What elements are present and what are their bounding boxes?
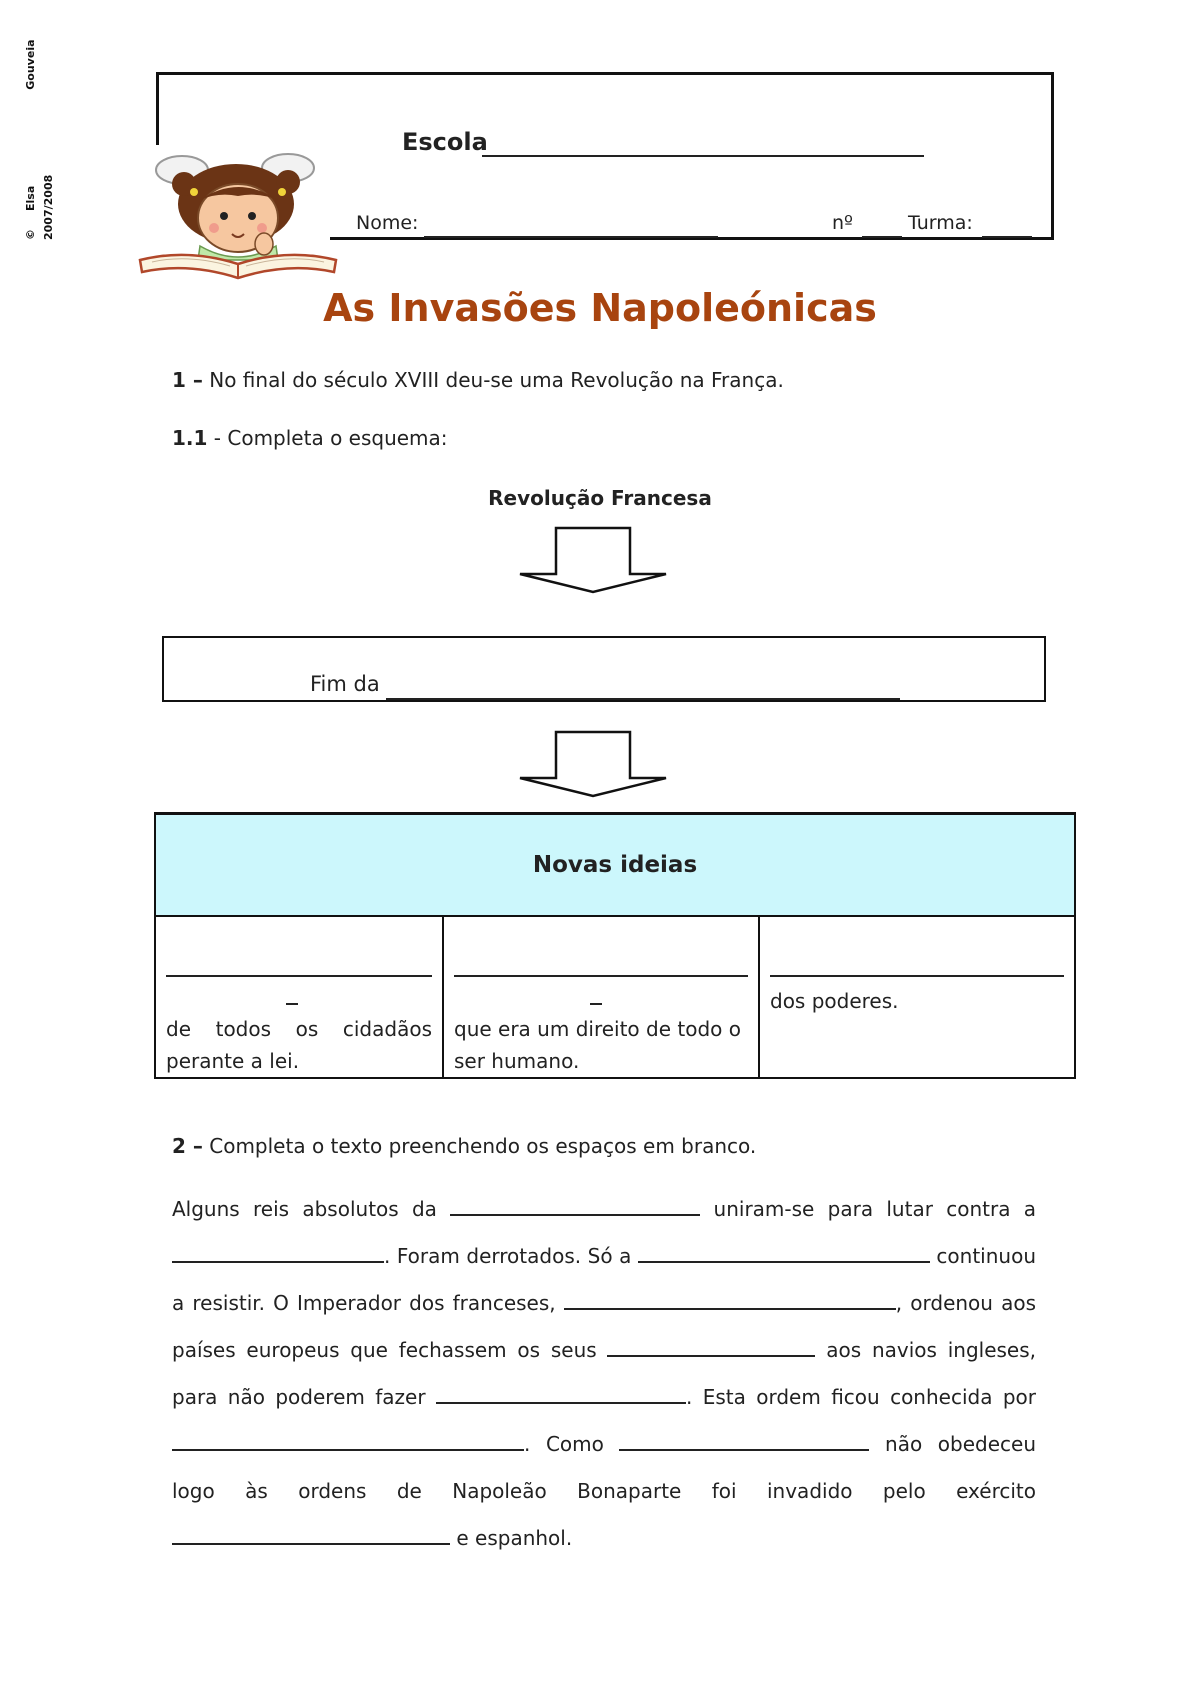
paragraph-text: e espanhol. — [456, 1526, 573, 1550]
paragraph-text: não obedeceu logo às ordens de Napoleão Bonaparte foi invadido pelo exército — [172, 1432, 1037, 1503]
table-header: Novas ideias — [155, 814, 1075, 917]
paragraph-text: . Como — [524, 1432, 604, 1456]
question-2-number: 2 – — [172, 1134, 203, 1158]
blank-8[interactable] — [619, 1429, 869, 1451]
paragraph-text: continuou a resistir. O Imperador dos franceses, — [172, 1244, 1036, 1315]
idea-cell-3 — [759, 916, 1075, 1078]
new-ideas-table — [154, 812, 1076, 1079]
escola-label: Escola — [402, 128, 488, 156]
paragraph-text: aos navios ingleses, para não poderem fazer — [172, 1338, 1037, 1409]
author-first-name: Elsa — [24, 185, 37, 211]
idea-3-text: dos poderes. — [770, 989, 899, 1013]
copyright-symbol: © — [24, 229, 37, 240]
numero-blank[interactable] — [862, 236, 902, 238]
numero-label: nº — [832, 212, 853, 234]
blank-9[interactable] — [172, 1523, 450, 1545]
idea-cell-2 — [443, 916, 759, 1078]
question-1-1 — [172, 426, 448, 450]
turma-label: Turma: — [908, 212, 973, 234]
page-title: As Invasões Napoleónicas — [323, 286, 877, 330]
idea-3-blank[interactable] — [770, 957, 1064, 977]
question-1 — [172, 368, 784, 392]
question-2-text: Completa o texto preenchendo os espaços em branco. — [202, 1134, 757, 1158]
fim-box — [162, 636, 1046, 702]
down-arrow-icon — [516, 730, 670, 800]
question-1-text: No final do século XVIII deu-se uma Revolução na França. — [202, 368, 784, 392]
blank-4[interactable] — [564, 1288, 896, 1310]
blank-5[interactable] — [607, 1335, 815, 1357]
fim-blank[interactable] — [386, 698, 900, 700]
question-2 — [172, 1134, 756, 1158]
idea-2-blank[interactable] — [454, 957, 748, 977]
copyright-vertical — [22, 10, 82, 240]
fim-label: Fim da — [310, 672, 380, 696]
turma-blank[interactable] — [982, 236, 1032, 238]
idea-cell-1 — [155, 916, 443, 1078]
idea-2-text: que era um direito de todo o ser humano. — [454, 1017, 741, 1073]
nome-blank[interactable] — [424, 236, 718, 238]
girl-reading-illustration — [138, 148, 338, 280]
paragraph-text: , ordenou aos países europeus que fechassem os seus — [172, 1291, 1037, 1362]
idea-1-blank[interactable] — [166, 957, 432, 977]
fill-in-paragraph — [172, 1186, 1036, 1562]
down-arrow-icon — [516, 526, 670, 596]
paragraph-text: uniram-se para lutar contra a — [713, 1197, 1036, 1221]
blank-7[interactable] — [172, 1429, 524, 1451]
question-1-number: 1 – — [172, 368, 203, 392]
scheme-top-label: Revolução Francesa — [488, 486, 712, 510]
question-1-1-text: - Completa o esquema: — [207, 426, 448, 450]
idea-1-text: de todos os cidadãos perante a lei. — [166, 1017, 432, 1073]
blank-1[interactable] — [450, 1194, 700, 1216]
paragraph-text: . Foram derrotados. Só a — [384, 1244, 632, 1268]
blank-2[interactable] — [172, 1241, 384, 1263]
escola-blank[interactable] — [482, 155, 924, 157]
nome-label: Nome: — [356, 212, 419, 234]
question-1-1-number: 1.1 — [172, 426, 208, 450]
blank-6[interactable] — [436, 1382, 686, 1404]
school-year: 2007/2008 — [42, 174, 55, 240]
blank-3[interactable] — [638, 1241, 930, 1263]
paragraph-text: . Esta ordem ficou conhecida por — [685, 1385, 1036, 1409]
paragraph-text: Alguns reis absolutos da — [172, 1197, 437, 1221]
author-last-name: Gouveia — [24, 39, 37, 90]
